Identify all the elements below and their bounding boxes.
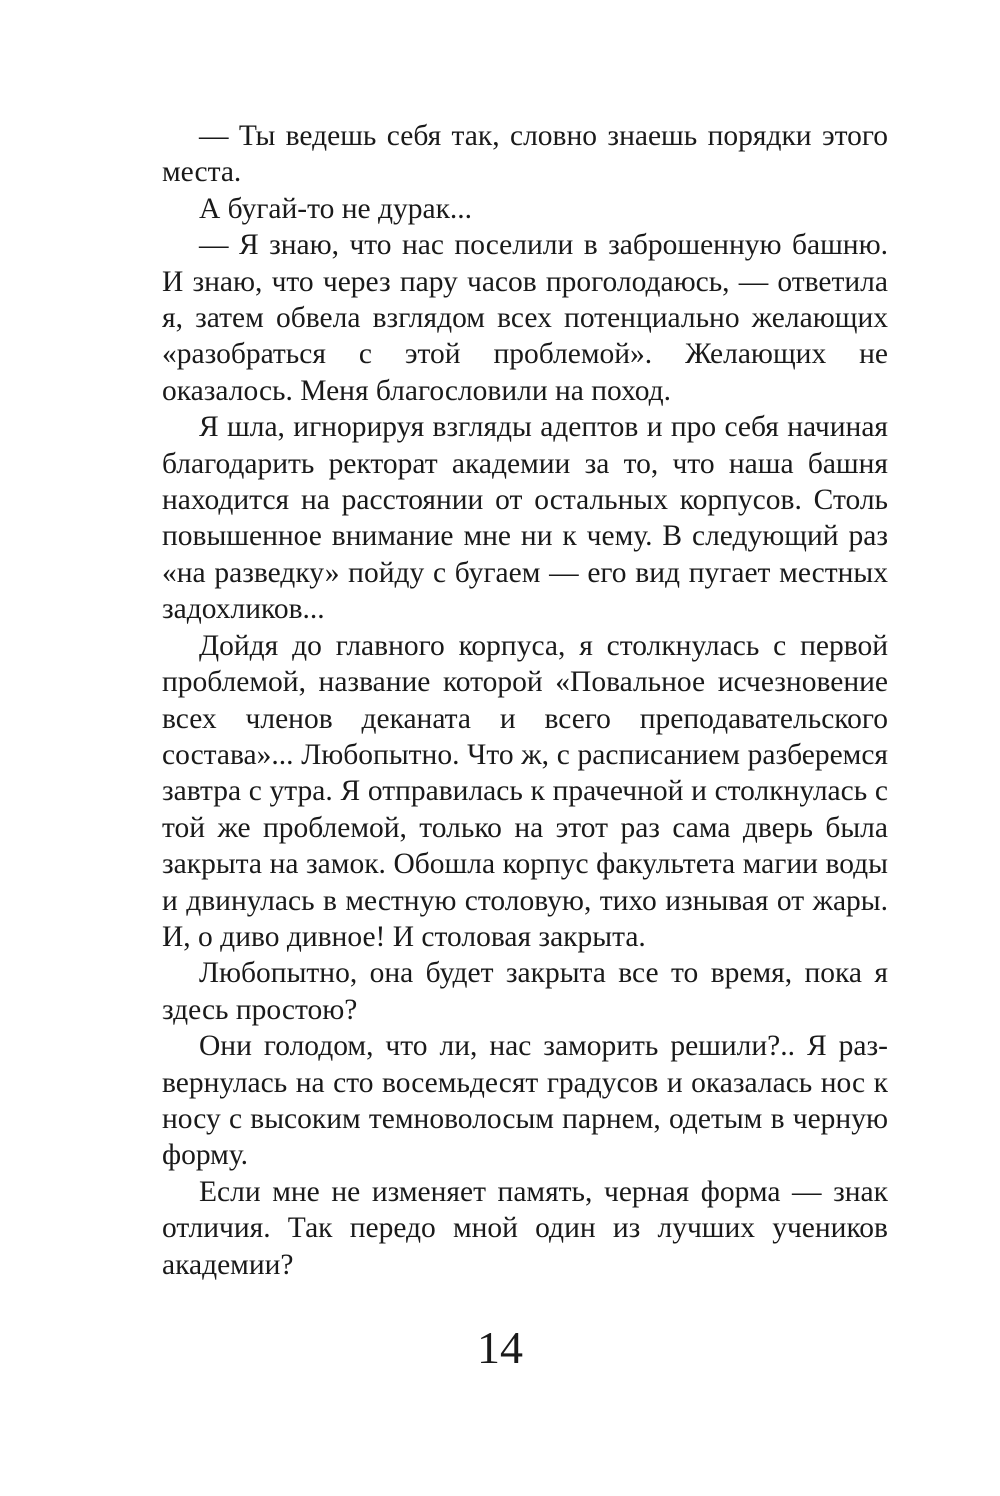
paragraph: Если мне не изменяет память, черная форма — знак отличия. Так передо мной один из лучших учеников академии? bbox=[162, 1175, 888, 1281]
paragraph: Любопытно, она будет закрыта все то время, пока я здесь простою? bbox=[162, 957, 888, 1026]
paragraph: А бугай-то не дурак... bbox=[199, 192, 473, 225]
page-text bbox=[162, 118, 888, 1283]
paragraph: Дойдя до главного корпуса, я столкнулась с первой проблемой, название которой «Повальное исчезновение всех членов деканата и всего преподавательского состава»... Любопытно. Что ж, с расписанием разберемся завтра с утра. Я отправилась к прачечной и столкнулась с той же проблемой, только на этот раз сама дверь была закрыта на замок. Обошла корпус факультета магии воды и двинулась в местную столовую, тихо изнывая от жары. И, о диво дивное! И столовая закрыта. bbox=[162, 629, 888, 953]
paragraph: — Ты ведешь себя так, словно знаешь порядки этого места. bbox=[162, 120, 888, 189]
paragraph: Я шла, игнорируя взгляды адептов и про себя начиная благодарить ректорат академии за то, что наша башня находится на расстоянии от остальных корпусов. Столь повышенное внимание мне ни к чему. В следующий раз «на разведку» пойду с бугаем — его вид пугает местных задохликов... bbox=[162, 411, 888, 626]
paragraph: Они голодом, что ли, нас заморить решили?.. Я развернулась на сто восемьдесят градусов и оказалась нос к носу с высоким темноволосым парнем, одетым в черную форму. bbox=[162, 1030, 888, 1172]
paragraph: — Я знаю, что нас поселили в заброшенную башню. И знаю, что через пару часов проголодаюсь, — ответила я, затем обвела взглядом всех потенциально желающих «разобраться с этой проблемой». Желающих не оказалось. Меня благословили на поход. bbox=[162, 229, 888, 407]
page-number: 14 bbox=[477, 1322, 523, 1373]
